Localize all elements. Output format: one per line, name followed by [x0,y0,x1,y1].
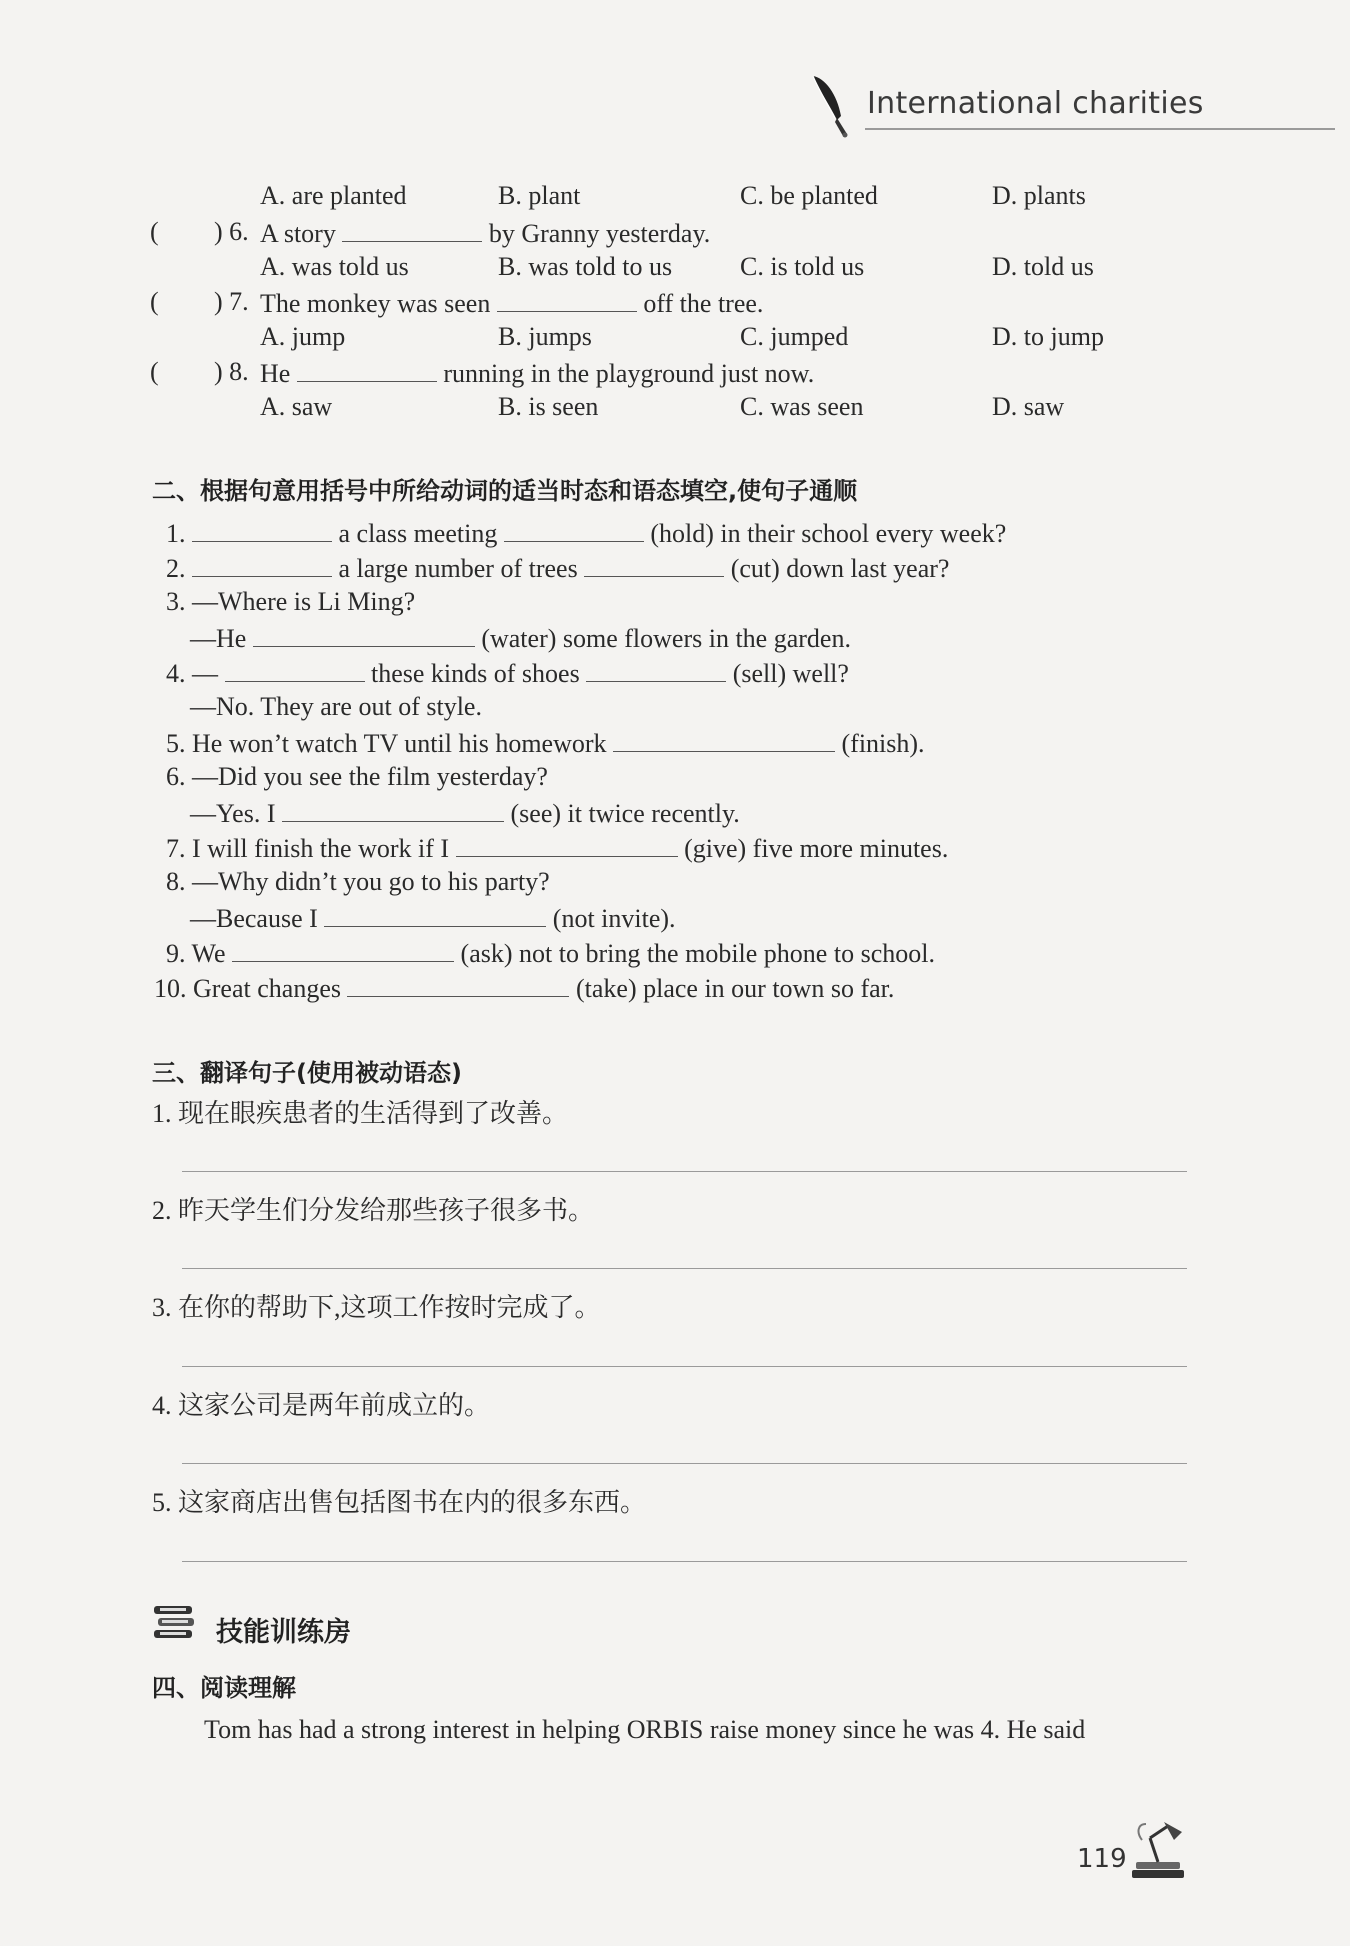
answer-blank[interactable] [342,217,482,242]
answer-blank[interactable] [282,797,504,822]
answer-paren-open: ( [150,357,159,386]
fill-item-6-reply [190,797,740,829]
item-text: a large number of trees [338,554,578,583]
page-number: 119 [1077,1844,1127,1874]
fill-item-8 [166,867,550,897]
books-stack-icon [152,1602,196,1646]
stem-before: He [260,359,291,388]
item-text: (give) five more minutes. [684,834,949,863]
option-a: A. was told us [260,252,409,281]
translate-item-2: 2. 昨天学生们分发给那些孩子很多书。 [152,1196,595,1225]
option-b: B. is seen [498,392,599,421]
section-2-title: 二、根据句意用括号中所给动词的适当时态和语态填空,使句子通顺 [152,477,858,505]
option-b: B. jumps [498,322,592,351]
answer-paren-open: ( [150,217,159,246]
answer-blank[interactable] [584,552,724,577]
item-text: a class meeting [338,519,498,548]
item-text: —Because I [190,904,318,933]
item-text: —Did you see the film yesterday? [192,762,548,791]
fill-item-8-reply [190,902,676,934]
answer-blank[interactable] [613,727,835,752]
item-text: He won’t watch TV until his homework [192,729,607,758]
answer-line[interactable] [182,1463,1187,1464]
translate-item-1: 1. 现在眼疾患者的生活得到了改善。 [152,1099,569,1128]
header-rule [865,128,1335,130]
answer-blank[interactable] [497,287,637,312]
answer-blank[interactable] [192,552,332,577]
option-d: D. saw [992,392,1065,421]
question-stem [260,357,814,389]
option-d: D. told us [992,252,1094,281]
item-number: 1. [166,519,186,548]
question-stem [260,217,710,249]
question-number: ) 6. [214,217,249,246]
item-text: (cut) down last year? [730,554,950,583]
item-number: 10. [154,974,187,1003]
fill-item-3 [166,587,415,617]
option-a: A. jump [260,322,346,351]
fill-item-6 [166,762,548,792]
fill-item-5 [166,727,925,759]
fill-item-4 [166,657,849,689]
quill-pen-icon [805,72,855,142]
stem-after: running in the playground just now. [443,359,815,388]
answer-blank[interactable] [324,902,546,927]
fill-item-10 [154,972,894,1004]
item-text: (not invite). [552,904,676,933]
question-number: ) 7. [214,287,249,316]
item-number: 5. [166,729,186,758]
option-b: B. plant [498,181,581,210]
stem-after: by Granny yesterday. [488,219,711,248]
page-header [805,72,1340,132]
item-number: 8. [166,867,186,896]
fill-item-4-reply [190,692,482,722]
item-text: (sell) well? [732,659,849,688]
desk-lamp-books-icon [1128,1818,1188,1882]
option-d: D. plants [992,181,1086,210]
section-3-title: 三、翻译句子(使用被动语态) [152,1059,462,1087]
option-c: C. be planted [740,181,878,210]
item-text: (water) some flowers in the garden. [481,624,851,653]
answer-line[interactable] [182,1268,1187,1269]
stem-after: off the tree. [643,289,764,318]
item-text: (see) it twice recently. [510,799,740,828]
item-text: — [192,659,218,688]
item-number: 7. [166,834,186,863]
fill-item-2 [166,552,949,584]
translate-item-3: 3. 在你的帮助下,这项工作按时完成了。 [152,1293,601,1322]
answer-line[interactable] [182,1366,1187,1367]
item-number: 2. [166,554,186,583]
item-text: I will finish the work if I [192,834,450,863]
answer-line[interactable] [182,1561,1187,1562]
item-text: (ask) not to bring the mobile phone to school. [460,939,935,968]
item-text: Great changes [193,974,341,1003]
section-4-title: 四、阅读理解 [152,1674,296,1702]
item-number: 6. [166,762,186,791]
option-a: A. saw [260,392,333,421]
item-text: —Yes. I [190,799,276,828]
translate-item-4: 4. 这家公司是两年前成立的。 [152,1391,491,1420]
item-text: We [191,939,226,968]
answer-line[interactable] [182,1171,1187,1172]
fill-item-9 [166,937,935,969]
item-text: (hold) in their school every week? [650,519,1007,548]
answer-paren-open: ( [150,287,159,316]
item-text: —He [190,624,247,653]
item-number: 9. [166,939,186,968]
item-text: (take) place in our town so far. [575,974,895,1003]
item-text: —Where is Li Ming? [192,587,416,616]
fill-item-3-reply [190,622,851,654]
option-c: C. jumped [740,322,849,351]
stem-before: A story [260,219,336,248]
answer-blank[interactable] [504,517,644,542]
option-a: A. are planted [260,181,407,210]
item-text: these kinds of shoes [371,659,580,688]
item-number: 4. [166,659,186,688]
item-text: —Why didn’t you go to his party? [192,867,550,896]
stem-before: The monkey was seen [260,289,491,318]
answer-blank[interactable] [192,517,332,542]
skills-section-title: 技能训练房 [216,1617,351,1648]
answer-blank[interactable] [456,832,678,857]
fill-item-1 [166,517,1006,549]
header-title: International charities [867,86,1204,121]
answer-blank[interactable] [225,657,365,682]
translate-item-5: 5. 这家商店出售包括图书在内的很多东西。 [152,1488,647,1517]
answer-blank[interactable] [232,937,454,962]
answer-blank[interactable] [253,622,475,647]
answer-blank[interactable] [586,657,726,682]
option-b: B. was told to us [498,252,673,281]
option-c: C. was seen [740,392,864,421]
answer-blank[interactable] [347,972,569,997]
option-c: C. is told us [740,252,865,281]
reading-passage: Tom has had a strong interest in helping ORBIS raise money since he was 4. He said [204,1715,1086,1744]
item-number: 3. [166,587,186,616]
question-number: ) 8. [214,357,249,386]
answer-blank[interactable] [297,357,437,382]
item-text: (finish). [841,729,925,758]
option-d: D. to jump [992,322,1104,351]
question-stem [260,287,763,319]
item-text: —No. They are out of style. [190,692,482,721]
fill-item-7 [166,832,948,864]
